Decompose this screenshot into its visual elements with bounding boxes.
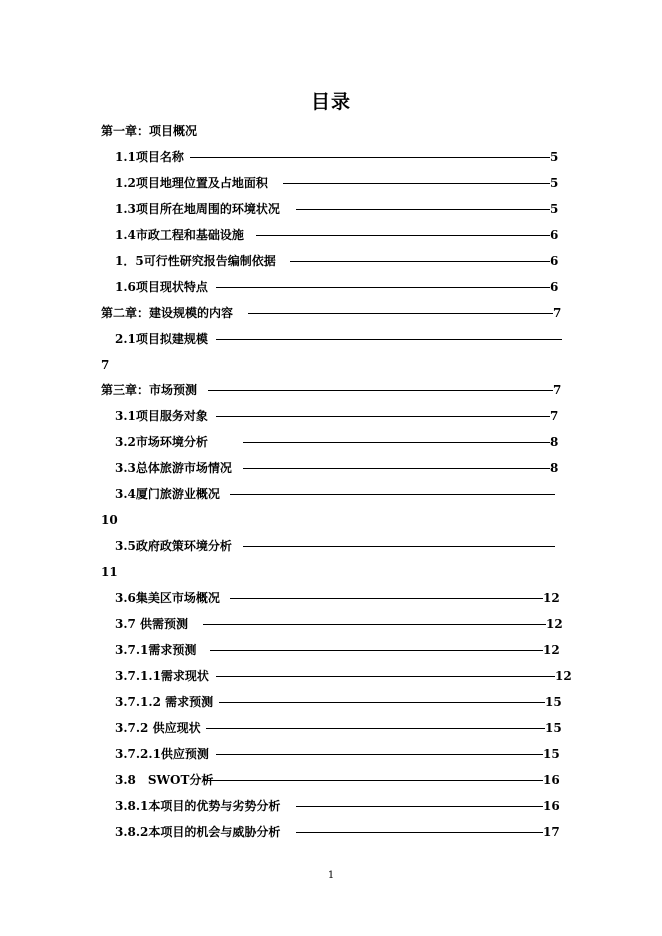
toc-entry-label: 1.6项目现状特点 bbox=[115, 280, 208, 294]
toc-entry-page: 5 bbox=[550, 176, 559, 190]
toc-entry-page: 12 bbox=[546, 617, 563, 631]
toc-leader-line bbox=[216, 287, 550, 288]
toc-leader-line bbox=[216, 416, 550, 417]
toc-leader-line bbox=[219, 702, 545, 703]
toc-leader-line bbox=[296, 832, 543, 833]
toc-entry-label: 1.4市政工程和基础设施 bbox=[115, 228, 244, 242]
toc-entry-label: 3.7 供需预测 bbox=[115, 617, 189, 631]
toc-leader-line bbox=[290, 261, 550, 262]
toc-leader-line bbox=[216, 676, 555, 677]
toc-entry-page: 7 bbox=[550, 409, 559, 423]
toc-entry-label: 2.1项目拟建规模 bbox=[115, 332, 208, 346]
toc-leader-line bbox=[243, 468, 550, 469]
toc-entry-page: 8 bbox=[550, 461, 559, 475]
toc-entry-page: 12 bbox=[543, 591, 560, 605]
toc-leader-line bbox=[208, 390, 553, 391]
toc-entry-label: 3.7.1.2 需求预测 bbox=[115, 695, 214, 709]
toc-entry-label: 1.2项目地理位置及占地面积 bbox=[115, 176, 268, 190]
toc-leader-line bbox=[296, 209, 550, 210]
toc-entry-label: 3.8 SWOT分析 bbox=[115, 773, 214, 787]
toc-leader-line bbox=[256, 235, 550, 236]
toc-leader-line bbox=[283, 183, 550, 184]
toc-leader-line bbox=[243, 546, 555, 547]
toc-entry-label: 第三章：市场预测 bbox=[101, 383, 198, 397]
toc-entry-page: 5 bbox=[550, 150, 559, 164]
footer-page-number: 1 bbox=[327, 870, 335, 881]
toc-entry-page: 16 bbox=[543, 773, 560, 787]
toc-entry-page: 12 bbox=[555, 669, 572, 683]
toc-leader-line bbox=[203, 780, 543, 781]
toc-entry-page: 5 bbox=[550, 202, 559, 216]
toc-leader-line bbox=[190, 157, 550, 158]
toc-entry-page-wrapped: 10 bbox=[101, 513, 118, 527]
toc-leader-line bbox=[230, 494, 555, 495]
toc-leader-line bbox=[203, 624, 546, 625]
toc-entry-label: 3.5政府政策环境分析 bbox=[115, 539, 232, 553]
toc-leader-line bbox=[216, 754, 543, 755]
toc-entry-label: 1.3项目所在地周围的环境状况 bbox=[115, 202, 280, 216]
toc-entry-page: 6 bbox=[550, 228, 559, 242]
toc-entry-page: 15 bbox=[545, 721, 562, 735]
toc-leader-line bbox=[230, 598, 543, 599]
toc-entry-page: 17 bbox=[543, 825, 560, 839]
toc-entry-page: 7 bbox=[553, 306, 562, 320]
toc-entry-page: 12 bbox=[543, 643, 560, 657]
toc-entry-label: 3.7.2 供应现状 bbox=[115, 721, 201, 735]
toc-entry-page: 6 bbox=[550, 254, 559, 268]
toc-entry-label: 第二章：建设规模的内容 bbox=[101, 306, 234, 320]
toc-leader-line bbox=[243, 442, 550, 443]
toc-entry-label: 1.1项目名称 bbox=[115, 150, 184, 164]
toc-entry-label: 3.8.1本项目的优势与劣势分析 bbox=[115, 799, 281, 813]
toc-leader-line bbox=[216, 339, 562, 340]
toc-entry-label: 第一章：项目概况 bbox=[101, 124, 198, 138]
toc-entry-label: 3.4厦门旅游业概况 bbox=[115, 487, 220, 501]
toc-entry-page: 15 bbox=[543, 747, 560, 761]
toc-entry-label: 3.2市场环境分析 bbox=[115, 435, 208, 449]
toc-entry-label: 3.7.2.1供应预测 bbox=[115, 747, 209, 761]
toc-entry-label: 3.1项目服务对象 bbox=[115, 409, 208, 423]
toc-leader-line bbox=[206, 728, 545, 729]
toc-entry-page: 6 bbox=[550, 280, 559, 294]
toc-entry-label: 3.3总体旅游市场情况 bbox=[115, 461, 232, 475]
toc-entry-label: 3.8.2本项目的机会与威胁分析 bbox=[115, 825, 281, 839]
toc-entry-page: 8 bbox=[550, 435, 559, 449]
toc-entry-page: 15 bbox=[545, 695, 562, 709]
toc-entry-label: 3.6集美区市场概况 bbox=[115, 591, 220, 605]
toc-entry-page: 7 bbox=[553, 383, 562, 397]
toc-entry-page: 16 bbox=[543, 799, 560, 813]
toc-leader-line bbox=[248, 313, 553, 314]
toc-entry-page-wrapped: 7 bbox=[101, 358, 110, 372]
toc-title: 目录 bbox=[310, 91, 351, 113]
toc-entry-label: 3.7.1.1需求现状 bbox=[115, 669, 209, 683]
toc-entry-label: 3.7.1需求预测 bbox=[115, 643, 197, 657]
toc-entry-page-wrapped: 11 bbox=[101, 565, 118, 579]
toc-entry-label: 1．5可行性研究报告编制依据 bbox=[115, 254, 276, 268]
toc-leader-line bbox=[210, 650, 543, 651]
toc-leader-line bbox=[296, 806, 543, 807]
